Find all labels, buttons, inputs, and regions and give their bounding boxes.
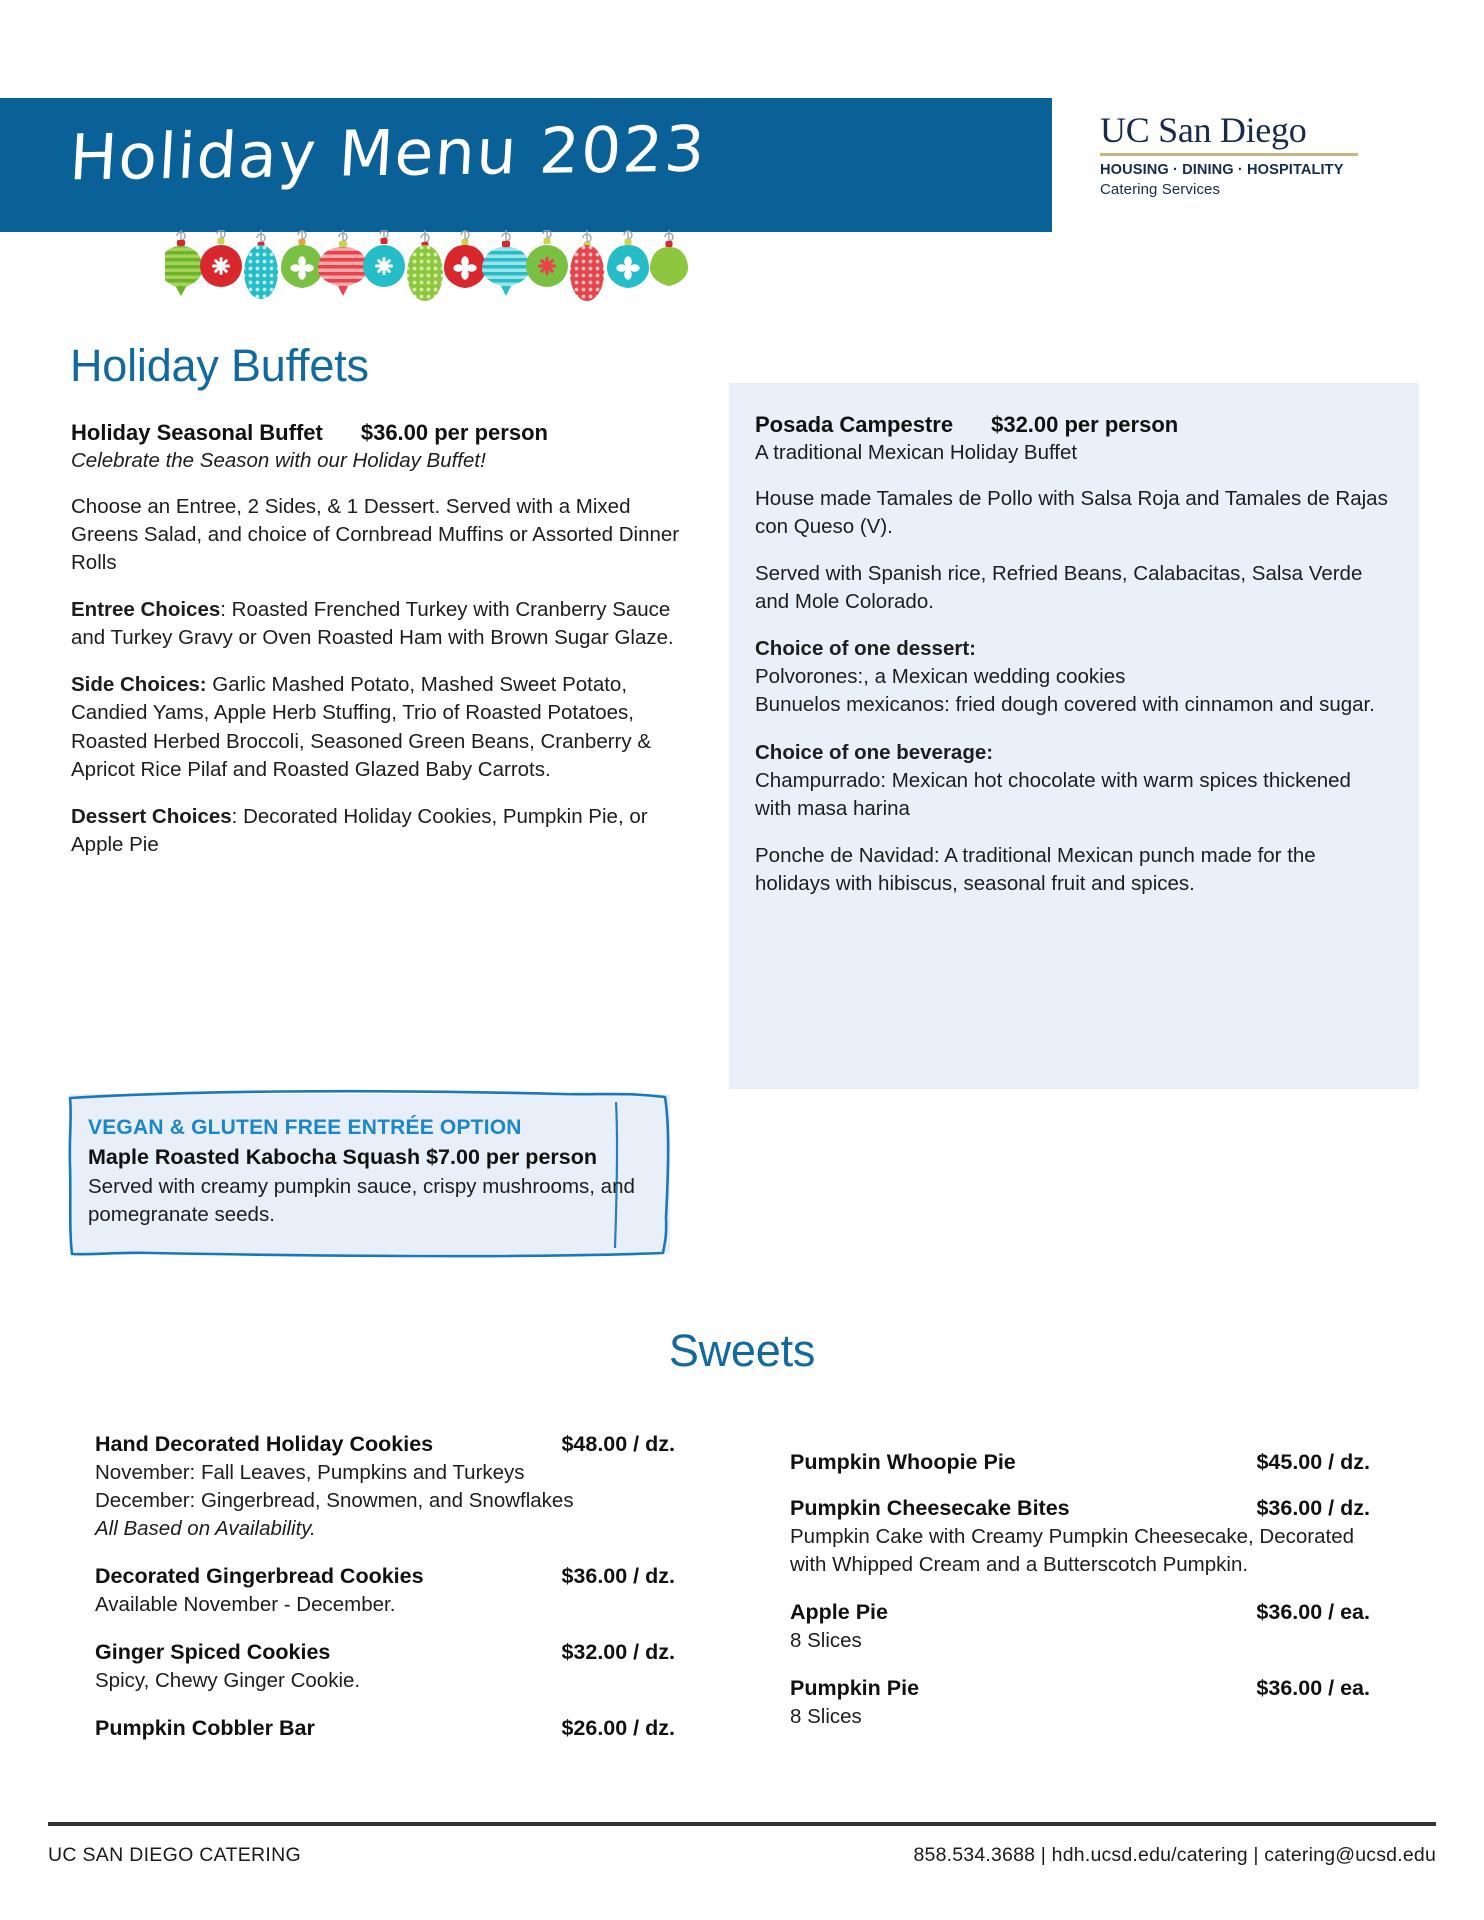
posada-tagline: A traditional Mexican Holiday Buffet bbox=[755, 441, 1078, 464]
vegan-callout-content bbox=[88, 1116, 648, 1230]
sweet-item-price: $45.00 / dz. bbox=[1256, 1450, 1370, 1474]
sweet-item-price: $36.00 / ea. bbox=[1256, 1676, 1370, 1701]
sweet-item-description: 8 Slices bbox=[790, 1629, 862, 1653]
posada-dessert-1: Polvorones:, a Mexican wedding cookies bbox=[755, 665, 1126, 689]
buffet-intro: Choose an Entree, 2 Sides, & 1 Dessert. Served with a Mixed Greens Salad, and choice of Cornbread Muffins or Assorted Dinner Rolls bbox=[71, 495, 680, 575]
footer-contact: 858.534.3688 | hdh.ucsd.edu/catering | catering@ucsd.edu bbox=[913, 1844, 1436, 1866]
buffet-side-choices bbox=[71, 671, 701, 783]
sweet-item-description: December: Gingerbread, Snowmen, and Snowflakes bbox=[95, 1489, 574, 1513]
section-heading-buffets: Holiday Buffets bbox=[70, 340, 369, 391]
ucsd-logo bbox=[1100, 112, 1420, 198]
vegan-kicker: VEGAN & GLUTEN FREE ENTRÉE OPTION bbox=[88, 1116, 522, 1139]
posada-name: Posada Campestre bbox=[755, 412, 954, 437]
sweet-item bbox=[95, 1564, 675, 1619]
sweet-item bbox=[95, 1640, 675, 1695]
sweet-item-header bbox=[95, 1640, 675, 1665]
sweet-item bbox=[790, 1676, 1370, 1731]
vegan-description: Served with creamy pumpkin sauce, crispy mushrooms, and pomegranate seeds. bbox=[88, 1175, 635, 1227]
header-banner bbox=[0, 98, 1052, 232]
logo-unit: Catering Services bbox=[1100, 181, 1221, 198]
sweet-item-price: $26.00 / dz. bbox=[561, 1716, 675, 1741]
sweet-item-price: $48.00 / dz. bbox=[561, 1432, 675, 1456]
side-text: Garlic Mashed Potato, Mashed Sweet Potato, Candied Yams, Apple Herb Stuffing, Trio of Roasted Potatoes, Roasted Herbed Broccoli, Seasoned Green Beans, Cranberry & Apricot Rice Pilaf and Roasted Glazed Baby Carrots. bbox=[71, 673, 652, 781]
posada-tamales: House made Tamales de Pollo with Salsa Roja and Tamales de Rajas con Queso (V). bbox=[755, 487, 1388, 539]
sweet-item-header bbox=[790, 1450, 1370, 1475]
sweet-item-name: Hand Decorated Holiday Cookies bbox=[95, 1432, 434, 1456]
posada-beverage-2: Ponche de Navidad: A traditional Mexican punch made for the holidays with hibiscus, seasonal fruit and spices. bbox=[755, 843, 1316, 895]
sweet-item-header bbox=[790, 1600, 1370, 1625]
vegan-title: Maple Roasted Kabocha Squash $7.00 per person bbox=[88, 1145, 597, 1169]
sweet-item bbox=[790, 1600, 1370, 1655]
sweet-item-name: Apple Pie bbox=[790, 1600, 888, 1625]
buffet-dessert-choices bbox=[71, 803, 701, 859]
entree-label: Entree Choices bbox=[71, 598, 221, 622]
footer-org: UC SAN DIEGO CATERING bbox=[48, 1844, 301, 1866]
sweet-item bbox=[95, 1716, 675, 1741]
sweet-item-description: Available November - December. bbox=[95, 1593, 396, 1617]
section-heading-sweets: Sweets bbox=[668, 1325, 816, 1376]
sweet-item-name: Decorated Gingerbread Cookies bbox=[95, 1564, 424, 1589]
sweet-item-name: Pumpkin Cheesecake Bites bbox=[790, 1496, 1070, 1520]
dessert-label: Dessert Choices bbox=[71, 804, 232, 828]
entree-text: : Roasted Frenched Turkey with Cranberry Sauce and Turkey Gravy or Oven Roasted Ham with Brown Sugar Glaze. bbox=[71, 598, 674, 650]
sweet-item-description: Spicy, Chewy Ginger Cookie. bbox=[95, 1669, 361, 1693]
posada-price: $32.00 per person bbox=[991, 412, 1179, 437]
posada-beverage-heading bbox=[755, 739, 1393, 767]
holiday-seasonal-buffet-block bbox=[71, 420, 701, 859]
buffet-entree-choices bbox=[71, 596, 701, 652]
sweet-item bbox=[95, 1432, 675, 1543]
sweet-item-name: Pumpkin Pie bbox=[790, 1676, 920, 1701]
sweet-item-header bbox=[790, 1496, 1370, 1521]
posada-beverage-1: Champurrado: Mexican hot chocolate with warm spices thickened with masa harina bbox=[755, 768, 1351, 820]
sweet-item-price: $36.00 / dz. bbox=[561, 1564, 675, 1589]
holiday-ornaments-icon bbox=[165, 230, 705, 305]
sweet-item-price: $36.00 / dz. bbox=[1256, 1496, 1370, 1520]
posada-title-row bbox=[755, 412, 1393, 438]
logo-department: HOUSING · DINING · HOSPITALITY bbox=[1100, 162, 1344, 178]
sweet-item-price: $36.00 / ea. bbox=[1256, 1600, 1370, 1625]
posada-dessert-heading-text: Choice of one dessert: bbox=[755, 637, 976, 661]
sweet-item-name: Pumpkin Cobbler Bar bbox=[95, 1716, 315, 1741]
sweet-item-price: $32.00 / dz. bbox=[561, 1640, 675, 1665]
sweet-item-description: November: Fall Leaves, Pumpkins and Turkeys bbox=[95, 1461, 525, 1484]
sweet-item-header bbox=[95, 1564, 675, 1589]
sweet-item bbox=[790, 1496, 1370, 1579]
buffet-name: Holiday Seasonal Buffet bbox=[71, 420, 323, 445]
sweets-right-column bbox=[790, 1450, 1370, 1752]
sweet-item-header bbox=[790, 1676, 1370, 1701]
buffet-tagline: Celebrate the Season with our Holiday Buffet! bbox=[71, 449, 486, 472]
logo-gold-rule bbox=[1100, 153, 1358, 156]
posada-beverage-heading-text: Choice of one beverage: bbox=[755, 740, 994, 764]
sweet-item-description: 8 Slices bbox=[790, 1705, 862, 1729]
sweets-left-column bbox=[95, 1432, 675, 1762]
buffet-title-row bbox=[71, 420, 701, 446]
sweet-item-name: Pumpkin Whoopie Pie bbox=[790, 1450, 1016, 1474]
vegan-gluten-free-callout bbox=[62, 1088, 682, 1260]
logo-wordmark: UC San Diego bbox=[1100, 110, 1307, 150]
sweet-item-header bbox=[95, 1432, 675, 1457]
posada-served-with: Served with Spanish rice, Refried Beans, Calabacitas, Salsa Verde and Mole Colorado. bbox=[755, 562, 1363, 614]
dessert-text: : Decorated Holiday Cookies, Pumpkin Pie, or Apple Pie bbox=[71, 804, 648, 856]
sweet-item-name: Ginger Spiced Cookies bbox=[95, 1640, 331, 1665]
posada-dessert-heading bbox=[755, 635, 1393, 663]
posada-dessert-2: Bunuelos mexicanos: fried dough covered with cinnamon and sugar. bbox=[755, 693, 1375, 717]
side-label: Side Choices: bbox=[71, 673, 207, 697]
sweet-item-availability-note: All Based on Availability. bbox=[95, 1517, 316, 1541]
posada-campestre-panel bbox=[729, 383, 1419, 1089]
buffet-price: $36.00 per person bbox=[360, 420, 548, 445]
sweet-item-description: Pumpkin Cake with Creamy Pumpkin Cheesecake, Decorated with Whipped Cream and a Butterscotch Pumpkin. bbox=[790, 1525, 1355, 1577]
page-title: Holiday Menu 2023 bbox=[67, 112, 708, 195]
sweet-item-header bbox=[95, 1716, 675, 1741]
footer-divider bbox=[48, 1822, 1436, 1826]
sweet-item bbox=[790, 1450, 1370, 1475]
